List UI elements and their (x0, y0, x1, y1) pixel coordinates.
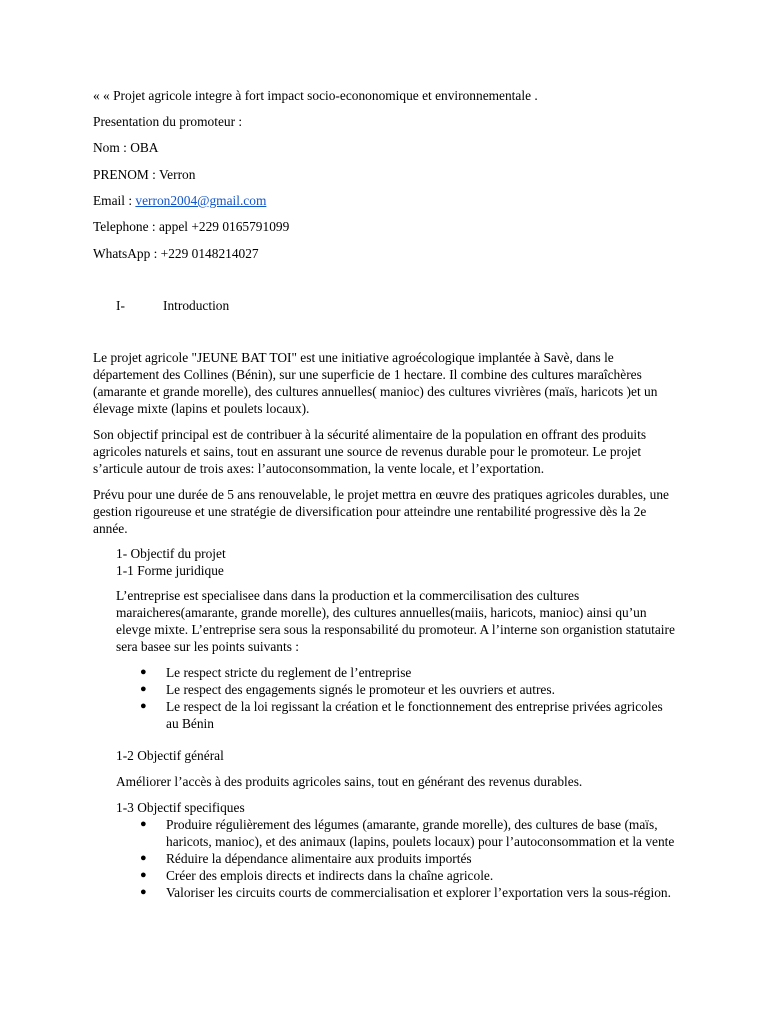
document-title: « « Projet agricole integre à fort impact socio-econonomique et environnementale . (93, 88, 538, 103)
bullet-icon: ● (140, 700, 147, 712)
subsection-objectif-projet: 1- Objectif du projet (116, 546, 226, 561)
list-item: ● Valoriser les circuits courts de commercialisation et explorer l’exportation vers la sous-région. (140, 885, 671, 900)
subsection-objectif-specifiques: 1-3 Objectif specifiques (116, 800, 245, 815)
email-label: Email : (93, 193, 136, 208)
promoter-email (93, 192, 266, 209)
promoter-firstname: PRENOM : Verron (93, 167, 196, 182)
intro-paragraph-2: Son objectif principal est de contribuer à la sécurité alimentaire de la population en offrant des produits agricoles naturels et sains, tout en assurant une source de revenus durable pour le promoteur. Le projet s’articule autour de trois axes: l’autoconsommation, la vente locale, et l’exportation. (93, 427, 647, 476)
email-link[interactable]: verron2004@gmail.com (135, 193, 267, 208)
list-item: ● Produire régulièrement des légumes (amarante, grande morelle), des cultures de base (maïs, haricots, manioc), et des animaux (lapins, poulets locaux) pour l’autoconsommation et la vente (140, 817, 675, 849)
bullet-icon: ● (140, 886, 147, 898)
intro-paragraph-1: Le projet agricole "JEUNE BAT TOI" est une initiative agroécologique implantée à Savè, dans le département des Collines (Bénin), sur une superficie de 1 hectare. Il combine des cultures maraîchères (amarante et grande morelle), des cultures annuelles( manioc) des cultures vivrières (maïs, haricots )et un élevage mixte (lapins et poulets locaux). (93, 350, 658, 416)
bullet-icon: ● (140, 683, 147, 695)
forme-bullet-list (116, 664, 676, 732)
section-number: I- (116, 298, 125, 313)
bullet-icon: ● (140, 869, 147, 881)
subsection-objectif-general: 1-2 Objectif général (116, 748, 224, 763)
list-item: ● Le respect des engagements signés le promoteur et les ouvriers et autres. (140, 682, 555, 697)
bullet-icon: ● (140, 666, 147, 678)
intro-paragraph-3: Prévu pour une durée de 5 ans renouvelable, le projet mettra en œuvre des pratiques agricoles durables, une gestion rigoureuse et une stratégie de diversification pour atteindre une rentabilité progressive dès la 2e année. (93, 487, 669, 536)
general-paragraph: Améliorer l’accès à des produits agricoles sains, tout en générant des revenus durables. (116, 774, 583, 789)
bullet-icon: ● (140, 852, 147, 864)
promoter-telephone: Telephone : appel +229 0165791099 (93, 219, 290, 234)
specific-bullet-list (116, 816, 676, 901)
list-item: ● Le respect stricte du reglement de l’entreprise (140, 665, 412, 680)
section-title: Introduction (163, 298, 230, 313)
promoter-heading: Presentation du promoteur : (93, 114, 243, 129)
subsection-forme-juridique: 1-1 Forme juridique (116, 563, 224, 578)
bullet-icon: ● (140, 818, 147, 830)
forme-paragraph: L’entreprise est specialisee dans dans la production et la commercilisation des cultures maraicheres(amarante, grande morelle), des cultures annuelles(maiis, haricots, manioc) ainsi qu’un elevge mixte. L’entreprise sera sous la responsabilité du promoteur. A l’interne son organistion statutaire sera basee sur les points suivants : (116, 588, 675, 654)
promoter-name: Nom : OBA (93, 140, 159, 155)
promoter-whatsapp: WhatsApp : +229 0148214027 (93, 246, 259, 261)
list-item: ● Le respect de la loi regissant la création et le fonctionnement des entreprise privées agricoles au Bénin (140, 699, 663, 731)
list-item: ● Réduire la dépendance alimentaire aux produits importés (140, 851, 472, 866)
list-item: ● Créer des emplois directs et indirects dans la chaîne agricole. (140, 868, 494, 883)
